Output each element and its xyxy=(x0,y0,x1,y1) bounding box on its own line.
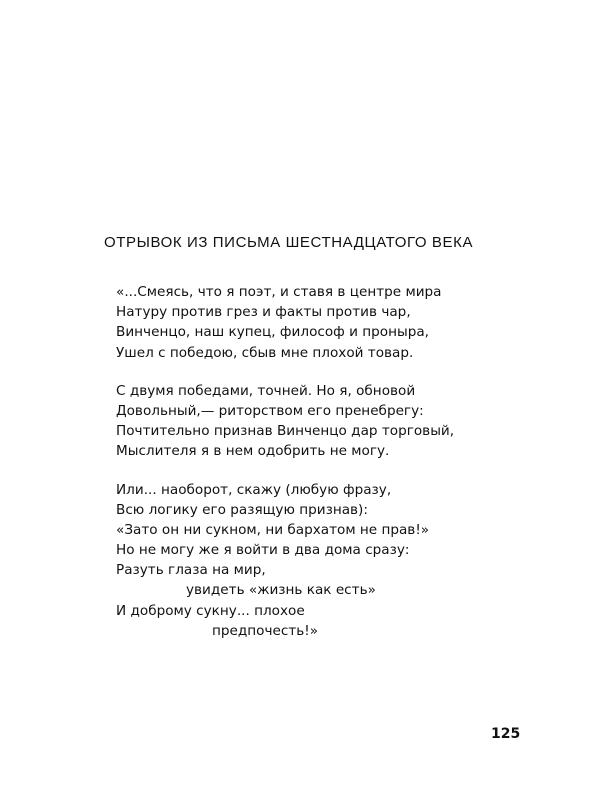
poem-line: Довольный,— риторством его пренебрегу: xyxy=(116,402,424,419)
poem-line-indented: увидеть «жизнь как есть» xyxy=(186,582,376,599)
stanza-gap xyxy=(116,363,536,381)
poem-line: Почтительно признав Винченцо дар торговый, xyxy=(116,423,455,440)
poem-line-indented: предпочесть!» xyxy=(212,622,319,639)
stanza-gap xyxy=(116,462,536,480)
poem-line: Но не могу же я войти в два дома сразу: xyxy=(116,542,410,559)
page-number: 125 xyxy=(491,726,521,742)
poem-body xyxy=(116,282,536,641)
poem-line: «...Смеясь, что я поэт, и ставя в центре мира xyxy=(116,284,442,300)
poem-line: Ушел с победою, сбыв мне плохой товар. xyxy=(116,344,414,361)
poem-line: Или... наоборот, скажу (любую фразу, xyxy=(116,481,392,498)
poem-line: Всю логику его разящую признав): xyxy=(116,501,368,518)
poem-line: С двумя победами, точней. Но я, обновой xyxy=(116,382,416,399)
poem-title: ОТРЫВОК ИЗ ПИСЬМА ШЕСТНАДЦАТОГО ВЕКА xyxy=(104,234,474,251)
poem-line: Натуру против грез и факты против чар, xyxy=(116,304,411,321)
poem-line: «Зато он ни сукном, ни бархатом не прав!» xyxy=(116,521,430,538)
poem-line: Винченцо, наш купец, философ и проныра, xyxy=(116,324,430,341)
poem-line: И доброму сукну... плохое xyxy=(116,602,305,619)
poem-line: Мыслителя я в нем одобрить не могу. xyxy=(116,443,390,460)
poem-line: Разуть глаза на мир, xyxy=(116,562,266,579)
